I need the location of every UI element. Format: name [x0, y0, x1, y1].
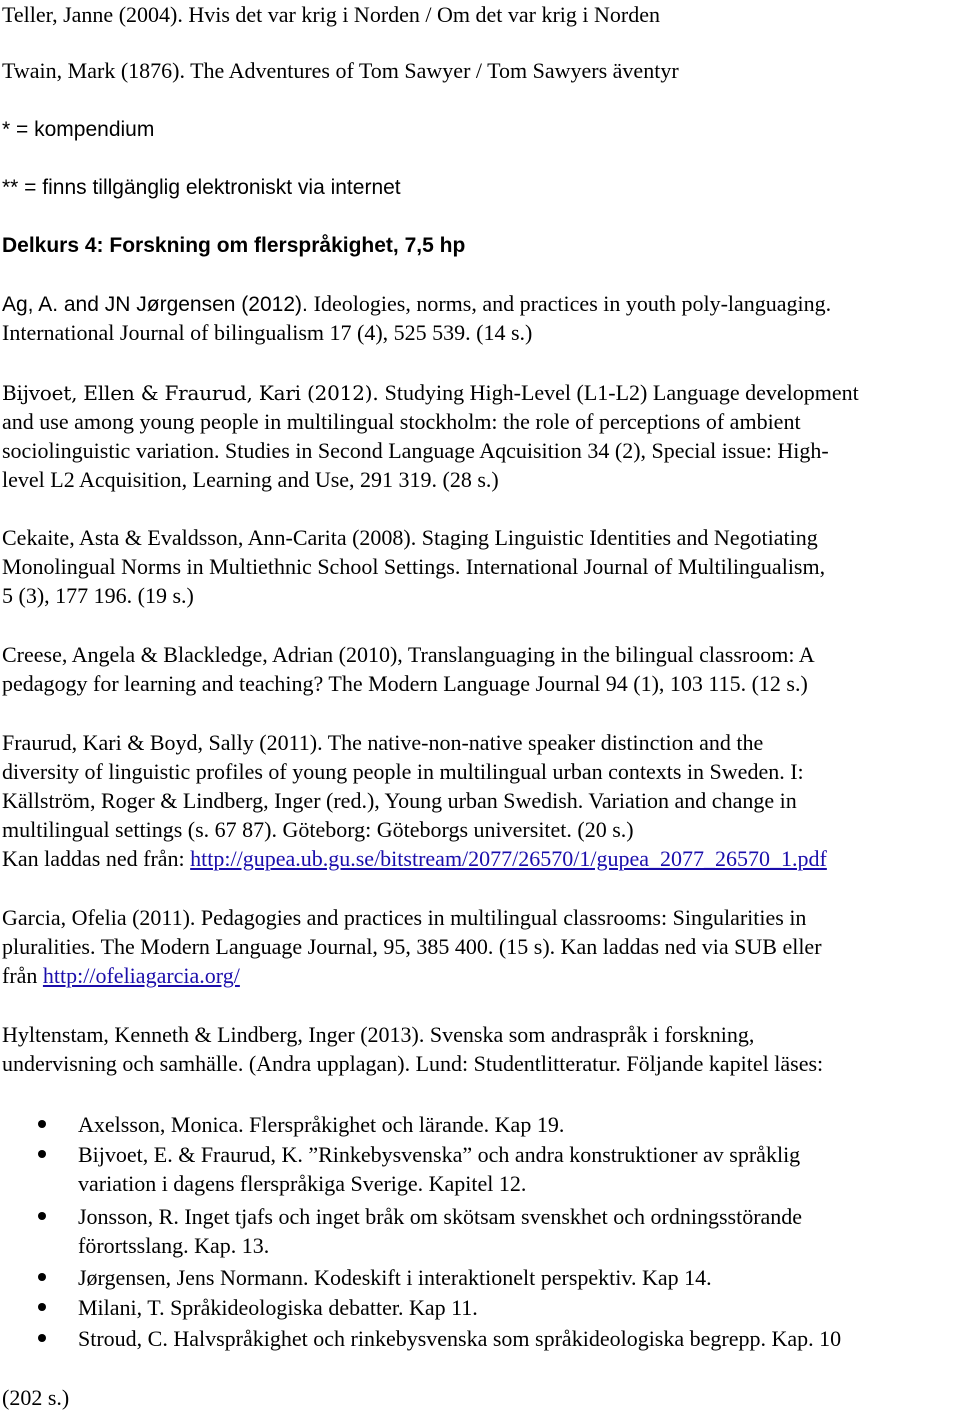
reference-ag-authors: Ag, A. and JN Jørgensen (2012).	[2, 293, 314, 316]
reference-fraurud-line1: Fraurud, Kari & Boyd, Sally (2011). The native-non-native speaker distinction and the	[2, 730, 764, 755]
reference-bijvoet-line3	[2, 436, 829, 465]
reference-fraurud-line2: diversity of linguistic profiles of young people in multilingual urban contexts in Sweden. I:	[2, 759, 804, 784]
chapter-item-axelsson: Axelsson, Monica. Flerspråkighet och lärande. Kap 19.	[78, 1112, 565, 1137]
legend-electronic: ** = finns tillgänglig elektroniskt via internet	[2, 176, 401, 199]
reference-bijvoet-line3-a: sociolinguistic variation.	[2, 438, 226, 463]
reference-cekaite-line2: Monolingual Norms in Multiethnic School Settings. International Journal of Multilingualism,	[2, 554, 826, 579]
reference-bijvoet-line4: level L2 Acquisition, Learning and Use, 291 319. (28 s.)	[2, 467, 499, 492]
reference-bijvoet-line2: and use among young people in multilingual stockholm: the role of perceptions of ambient	[2, 409, 801, 434]
bullet-icon	[38, 1303, 46, 1311]
reference-cekaite-line1	[2, 523, 818, 552]
legend-compendium: * = kompendium	[2, 118, 155, 141]
reference-garcia-line2: pluralities. The Modern Language Journal, 95, 385 400. (15 s). Kan laddas ned via SUB eller	[2, 934, 822, 959]
reference-twain: Twain, Mark (1876). The Adventures of Tom Sawyer / Tom Sawyers äventyr	[2, 58, 679, 83]
chapter-item-bijvoet-line2: variation i dagens flerspråkiga Sverige. Kapitel 12.	[78, 1171, 527, 1196]
reference-cekaite-authors: Cekaite, Asta & Evaldsson, Ann-Carita (2008).	[2, 525, 422, 550]
reference-hyltenstam-line1: Hyltenstam, Kenneth & Lindberg, Inger (2013). Svenska som andraspråk i forskning,	[2, 1022, 755, 1047]
bullet-icon	[38, 1334, 46, 1342]
chapter-item-jonsson-line1: Jonsson, R. Inget tjafs och inget bråk om skötsam svenskhet och ordningsstörande	[78, 1204, 803, 1229]
bullet-icon	[38, 1273, 46, 1281]
reference-ag-line2: International Journal of bilingualism 17 (4), 525 539. (14 s.)	[2, 320, 533, 345]
reference-cekaite-title: Staging Linguistic Identities and Negotiating	[421, 525, 818, 550]
download-label: Kan laddas ned från:	[2, 846, 191, 871]
reference-fraurud-line4: multilingual settings (s. 67 87). Göteborg: Göteborgs universitet. (20 s.)	[2, 817, 634, 842]
chapter-item-bijvoet-line1: Bijvoet, E. & Fraurud, K. ”Rinkebysvenska” och andra konstruktioner av språklig	[78, 1142, 801, 1167]
reference-hyltenstam-line2: undervisning och samhälle. (Andra upplagan). Lund: Studentlitteratur. Följande kapitel läses:	[2, 1051, 824, 1076]
reference-bijvoet-line1	[2, 378, 859, 408]
ofeliagarcia-link[interactable]: http://ofeliagarcia.org/	[42, 963, 240, 988]
chapter-item-stroud: Stroud, C. Halvspråkighet och rinkebysvenska som språkideologiska begrepp. Kap. 10	[78, 1326, 842, 1351]
reference-garcia-line1: Garcia, Ofelia (2011). Pedagogies and practices in multilingual classrooms: Singularities in	[2, 905, 807, 930]
reference-cekaite-line3: 5 (3), 177 196. (19 s.)	[2, 583, 194, 608]
reference-bijvoet-line3-b: Studies in Second Language Aqcuisition 34 (2), Special issue: High-	[225, 438, 829, 463]
reference-creese-line1: Creese, Angela & Blackledge, Adrian (2010), Translanguaging in the bilingual classroom: A	[2, 642, 815, 667]
chapter-item-jonsson-line2: förortsslang. Kap. 13.	[78, 1233, 270, 1258]
gupea-link[interactable]: http://gupea.ub.gu.se/bitstream/2077/26570/1/gupea_2077_26570_1.pdf	[190, 846, 827, 871]
reference-fraurud-download	[2, 844, 827, 873]
reference-garcia-line3	[2, 961, 240, 990]
bullet-icon	[38, 1150, 46, 1158]
reference-fraurud-line3: Källström, Roger & Lindberg, Inger (red.), Young urban Swedish. Variation and change in	[2, 788, 797, 813]
reference-creese-line2: pedagogy for learning and teaching? The Modern Language Journal 94 (1), 103 115. (12 s.)	[2, 671, 808, 696]
reference-ag-line1	[2, 289, 831, 319]
bullet-icon	[38, 1212, 46, 1220]
reference-ag-title: Ideologies, norms, and practices in youth poly-languaging.	[313, 291, 832, 316]
garcia-link-label: från	[2, 963, 43, 988]
reference-teller: Teller, Janne (2004). Hvis det var krig i Norden / Om det var krig i Norden	[2, 2, 661, 27]
total-pages: (202 s.)	[2, 1385, 70, 1410]
reference-bijvoet-authors: Bijvoet, Ellen & Fraurud, Kari (2012).	[2, 381, 385, 405]
section-heading: Delkurs 4: Forskning om flerspråkighet, 7,5 hp	[2, 234, 466, 257]
chapter-item-jorgensen: Jørgensen, Jens Normann. Kodeskift i interaktionelt perspektiv. Kap 14.	[78, 1265, 712, 1290]
chapter-item-milani: Milani, T. Språkideologiska debatter. Kap 11.	[78, 1295, 478, 1320]
reference-bijvoet-title: Studying High-Level (L1-L2) Language development	[384, 380, 859, 405]
bullet-icon	[38, 1120, 46, 1128]
